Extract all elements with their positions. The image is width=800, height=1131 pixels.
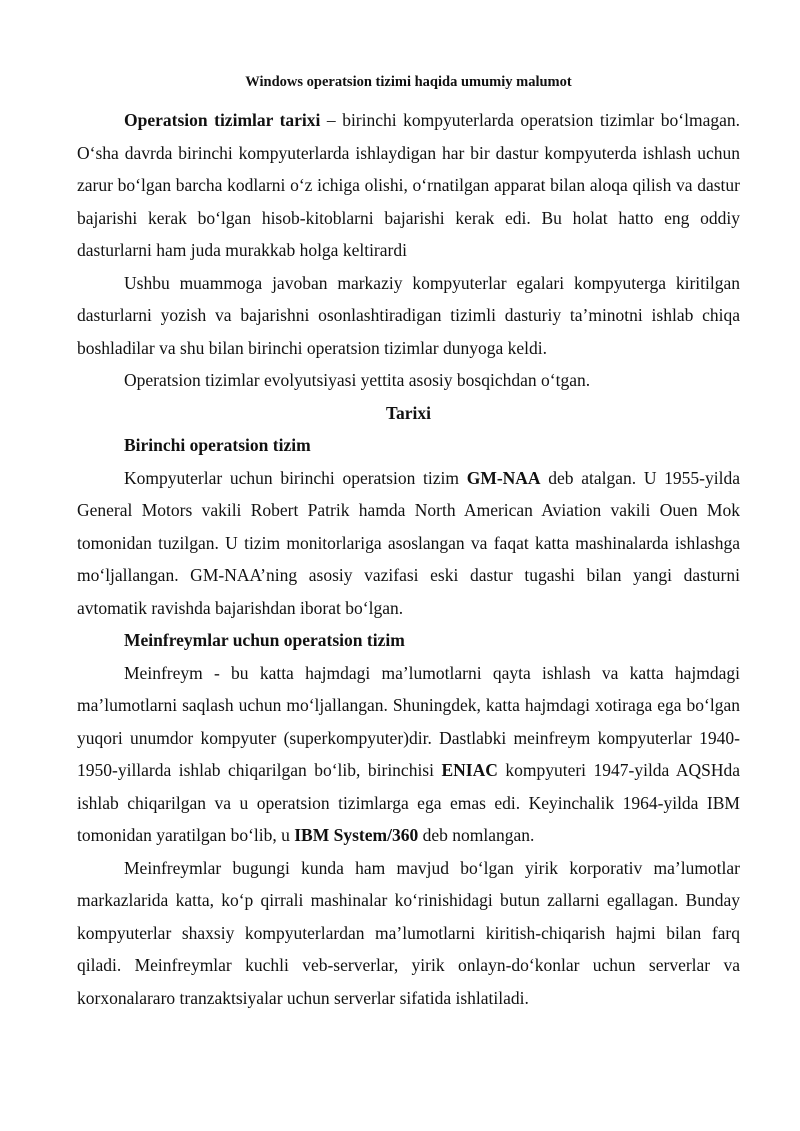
mainframe-text-a: Meinfreym - bu katta hajmdagi ma’lumotlarni qayta ishlash va katta hajmdagi ma’lumotlarni saqlash uchun moʻljallangan. Shuningdek, katta hajmdagi xotiraga ega boʻlgan yuqori unumdor kompyuter (superkompyuter)dir. Dastlabki meinfreym kompyuterlar 1940-1950-yillarda ishlab chiqarilgan boʻlib, birinchisi <box>77 662 740 780</box>
heading-first-os: Birinchi operatsion tizim <box>124 435 311 455</box>
first-os-paragraph <box>77 462 740 625</box>
mainframe-paragraph <box>77 657 740 852</box>
intro-paragraph-2: Ushbu muammoga javoban markaziy kompyuterlar egalari kompyuterga kiritilgan dasturlarni yozish va bajarishni osonlashtiradigan tizimli dasturiy ta’minotni ishlab chiqa boshladilar va shu bilan birinchi operatsion tizimlar dunyoga keldi. <box>77 272 740 358</box>
mainframe-term-ibm: IBM System/360 <box>294 825 419 845</box>
intro-paragraph <box>77 104 740 267</box>
first-os-text-b: deb atalgan. U 1955-yilda General Motors vakili Robert Patrik hamda North American Aviation vakili Ouen Mok tomonidan tuzilgan. U tizim monitorlariga asoslangan va faqat katta mashinalarda ishlashga moʻljallangan. GM-NAA’ning asosiy vazifasi eski dastur tugashi bilan yangi dasturni avtomatik ravishda bajarishdan iborat boʻlgan. <box>77 467 740 618</box>
heading-mainframe-os: Meinfreymlar uchun operatsion tizim <box>124 630 405 650</box>
document-title: Windows operatsion tizimi haqida umumiy malumot <box>245 74 572 90</box>
mainframe-term-eniac: ENIAC <box>441 760 498 780</box>
mainframe-text-c: deb nomlangan. <box>418 825 535 845</box>
mainframe-paragraph-2: Meinfreymlar bugungi kunda ham mavjud boʻlgan yirik korporativ ma’lumotlar markazlarida katta, koʻp qirrali mashinalar koʻrinishidagi butun zallarni egallagan. Bunday kompyuterlar shaxsiy kompyuterlardan ma’lumotlarni kiritish-chiqarish hajmi bilan farq qiladi. Meinfreymlar kuchli veb-serverlar, yirik onlayn-doʻkonlar uchun serverlar va korxonalararo tranzaktsiyalar uchun serverlar sifatida ishlatiladi. <box>77 857 740 1008</box>
mainframe-text-b: kompyuteri 1947-yilda AQSHda ishlab chiqarilgan va u operatsion tizimlarga ega emas edi. Keyinchalik 1964-yilda IBM tomonidan yaratilgan boʻlib, u <box>77 760 741 845</box>
intro-lead-text: – birinchi kompyuterlarda operatsion tizimlar boʻlmagan. Oʻsha davrda birinchi kompyuterlarda ishlaydigan har bir dastur kompyuterda ishlash uchun zarur boʻlgan barcha kodlarni oʻz ichiga olishi, oʻrnatilgan apparat bilan aloqa qilish va dastur bajarishi kerak boʻlgan hisob-kitoblarni bajarishi kerak edi. Bu holat hatto eng oddiy dasturlarni ham juda murakkab holga keltirardi <box>77 110 740 260</box>
intro-lead-term: Operatsion tizimlar tarixi <box>124 110 321 130</box>
intro-paragraph-3: Operatsion tizimlar evolyutsiyasi yettita asosiy bosqichdan oʻtgan. <box>124 370 591 390</box>
first-os-text-a: Kompyuterlar uchun birinchi operatsion tizim <box>124 467 467 488</box>
first-os-term: GM-NAA <box>466 467 541 488</box>
section-title: Tarixi <box>385 402 432 423</box>
